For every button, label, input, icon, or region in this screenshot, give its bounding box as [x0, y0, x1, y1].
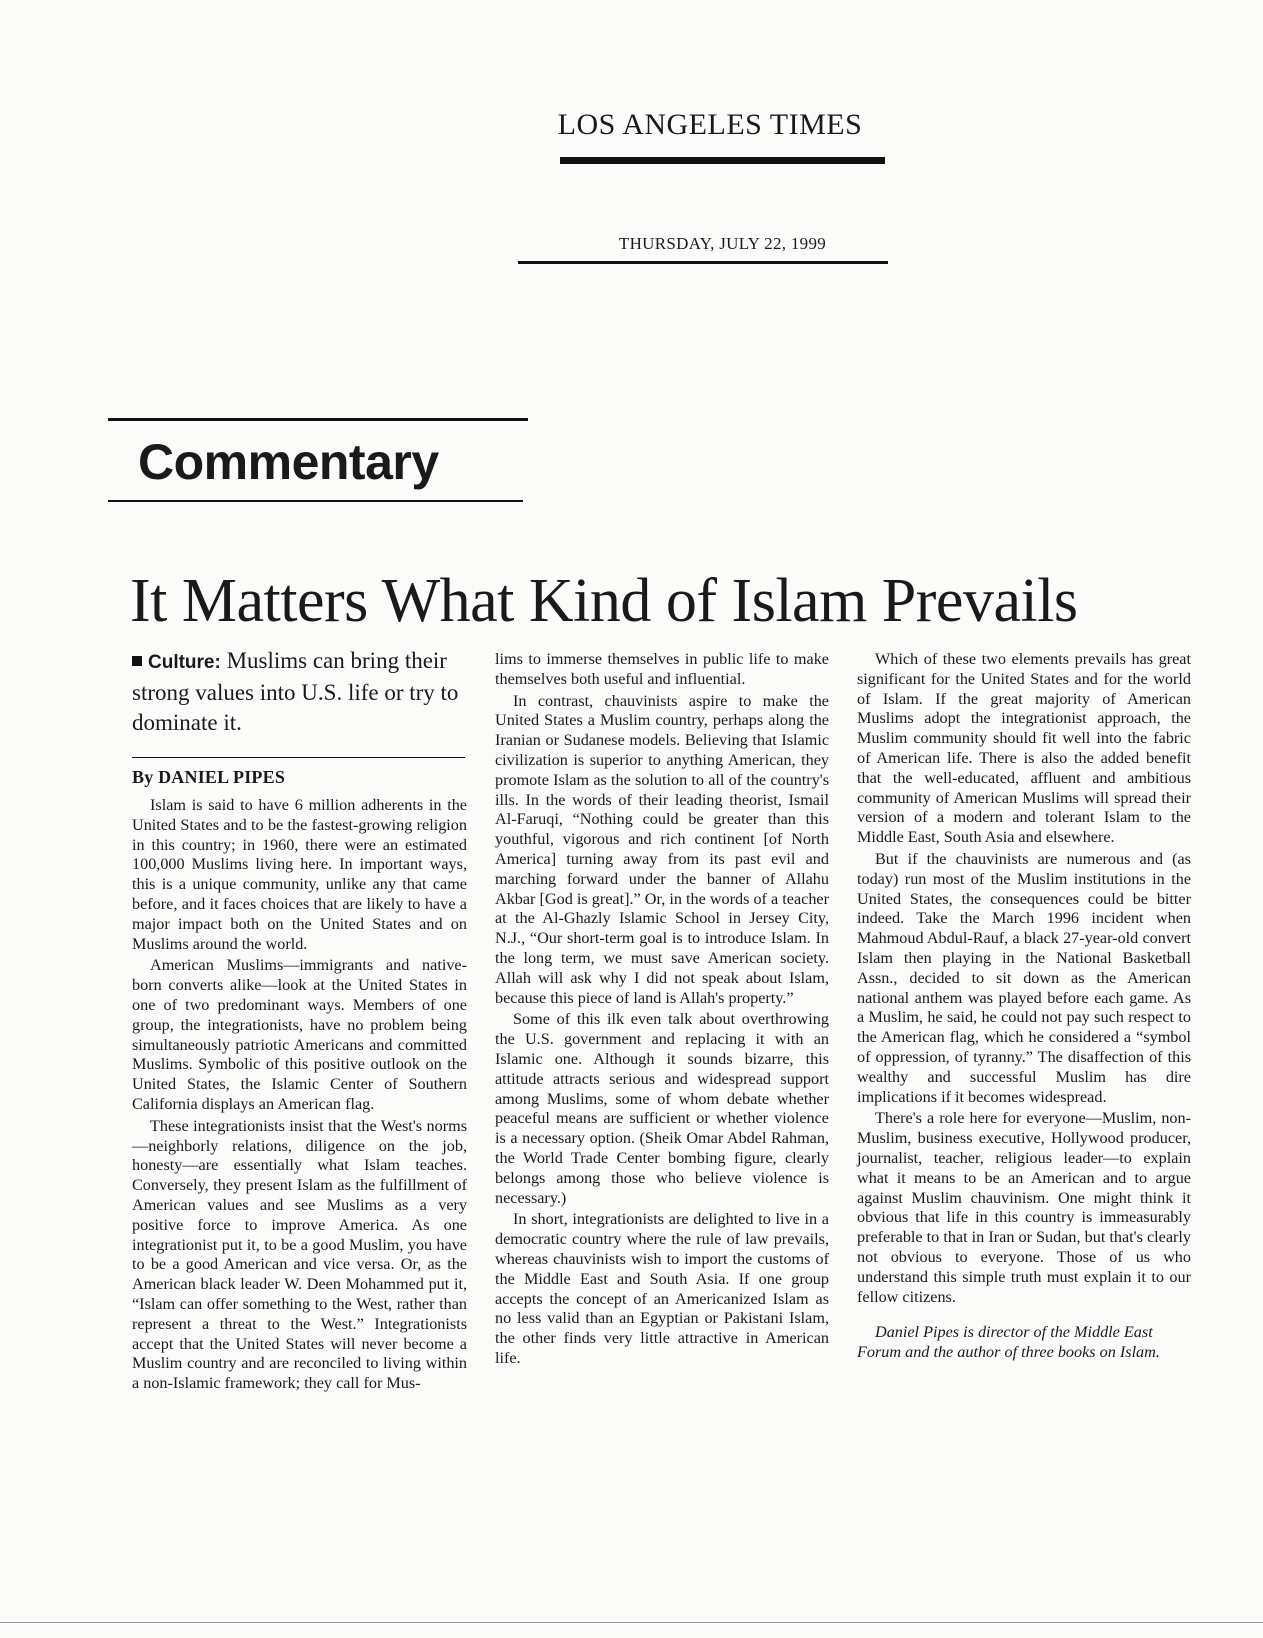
paragraph: In short, integrationists are delighted to live in a democratic country where the rule of law prevails, whereas chauvinists wish to import the customs of the Middle East and South Asia. If one group accepts the concept of an Americanized Islam as no less valid than an Egyptian or Pakistani Islam, the other finds very little attractive in American life.	[495, 1210, 829, 1367]
paragraph: Islam is said to have 6 million adherents in the United States and to be the fastest-growing religion in this country; in 1960, there were an estimated 100,000 Muslims living here. In important ways, this is a unique community, unlike any that came before, and it faces choices that are likely to have a major impact both on the United States and on Muslims around the world.	[132, 796, 467, 953]
tagline-text: Daniel Pipes is director of the Middle East Forum and the author of three books on Islam.	[857, 1323, 1160, 1362]
paragraph: Which of these two elements prevails has great significant for the United States and for the world of Islam. If the great majority of American Muslims adopt the integrationist approach, the Muslim community should fit well into the fabric of American life. There is also the added benefit that the well-educated, affluent and ambitious community of American Muslims will spread their version of a modern and tolerant Islam to the Middle East, South Asia and elsewhere.	[857, 650, 1191, 847]
byline: By DANIEL PIPES	[132, 767, 286, 787]
dateline-rule	[518, 261, 888, 264]
paragraph: These integrationists insist that the West's norms—neighborly relations, diligence on the job, honesty—are essentially what Islam teaches. Conversely, they present Islam as the fulfillment of American values and see Muslims as a very positive force to improve America. As one integrationist put it, to be a good Muslim, you have to be a good American and vice versa. Or, as the American black leader W. Deen Mohammed put it, “Islam can offer something to the West, rather than represent a threat to the West.” Integrationists accept that the United States will never become a Muslim country and are reconciled to living within a non-Islamic framework; they call for Mus-	[132, 1116, 467, 1393]
paragraph: But if the chauvinists are numerous and (as today) run most of the Muslim institutions in the United States, the consequences could be bitter indeed. Take the March 1996 incident when Mahmoud Abdul-Rauf, a black 27-year-old convert Islam then playing in the National Basketball Assn., decided to sit down as the American national anthem was played before each game. As a Muslim, he said, he could not pay such respect to the American flag, which he considered a “symbol of oppression, of tyranny.” The disaffection of this wealthy and successful Muslim has dire implications if it becomes widespread.	[857, 849, 1191, 1106]
section-rule-bottom	[108, 500, 523, 502]
author-tagline	[857, 1323, 1191, 1363]
paragraph: Some of this ilk even talk about overthrowing the U.S. government and replacing it with an Islamic one. Although it sounds bizarre, this attitude attracts serious and widespread support among Muslims, some of whom debate whether peaceful means are sufficient or whether violence is a necessary option. (Sheik Omar Abdel Rahman, the World Trade Center bombing figure, clearly belongs among those who believe violence is necessary.)	[495, 1010, 829, 1207]
masthead-rule	[560, 157, 885, 164]
article-column-3	[857, 650, 1191, 1365]
deck	[132, 646, 462, 738]
section-rule-top	[108, 418, 528, 421]
bullet-square-icon	[132, 656, 142, 666]
page-bottom-rule	[0, 1622, 1263, 1623]
paragraph: In contrast, chauvinists aspire to make the United States a Muslim country, perhaps along the Iranian or Sudanese models. Believing that Islamic civilization is superior to anything American, they promote Islam as the solution to all of the country's ills. In the words of their leading theorist, Ismail Al-Faruqi, “Nothing could be greater than this youthful, vigorous and rich continent [of North America] turning away from its past evil and marching forward under the banner of Allahu Akbar [God is great].” Or, in the words of a teacher at the Al-Ghazly Islamic School in Jersey City, N.J., “Our short-term goal is to introduce Islam. In the long term, we must save American society. Allah will ask why I did not speak about Islam, because this piece of land is Allah's property.”	[495, 691, 829, 1007]
section-title: Commentary	[138, 434, 439, 490]
deck-kicker: Culture:	[148, 652, 221, 673]
deck-text: Muslims can bring their strong values into U.S. life or try to dominate it.	[132, 648, 459, 735]
paragraph: American Muslims—immigrants and native-born converts alike—look at the United States in one of two predominant ways. Members of one group, the integrationists, have no problem being simultaneously patriotic Americans and committed Muslims. Symbolic of this positive outlook on the United States, the Islamic Center of Southern California displays an American flag.	[132, 956, 467, 1113]
headline: It Matters What Kind of Islam Prevails	[130, 567, 1078, 635]
masthead: LOS ANGELES TIMES	[557, 108, 863, 141]
byline-rule	[132, 757, 465, 758]
article-column-1	[132, 796, 467, 1396]
dateline: THURSDAY, JULY 22, 1999	[618, 234, 827, 253]
paragraph: There's a role here for everyone—Muslim, non-Muslim, business executive, Hollywood producer, journalist, teacher, religious leader—to explain what it means to be an American and to argue against Muslim chauvinism. One might think it obvious that life in this country is immeasurably preferable to that in Iran or Sudan, but that's clearly not obvious to everyone. Those of us who understand this simple truth must explain it to our fellow citizens.	[857, 1109, 1191, 1306]
paragraph-continued: lims to immerse themselves in public life to make themselves both useful and influential.	[495, 650, 829, 688]
article-column-2	[495, 650, 829, 1371]
